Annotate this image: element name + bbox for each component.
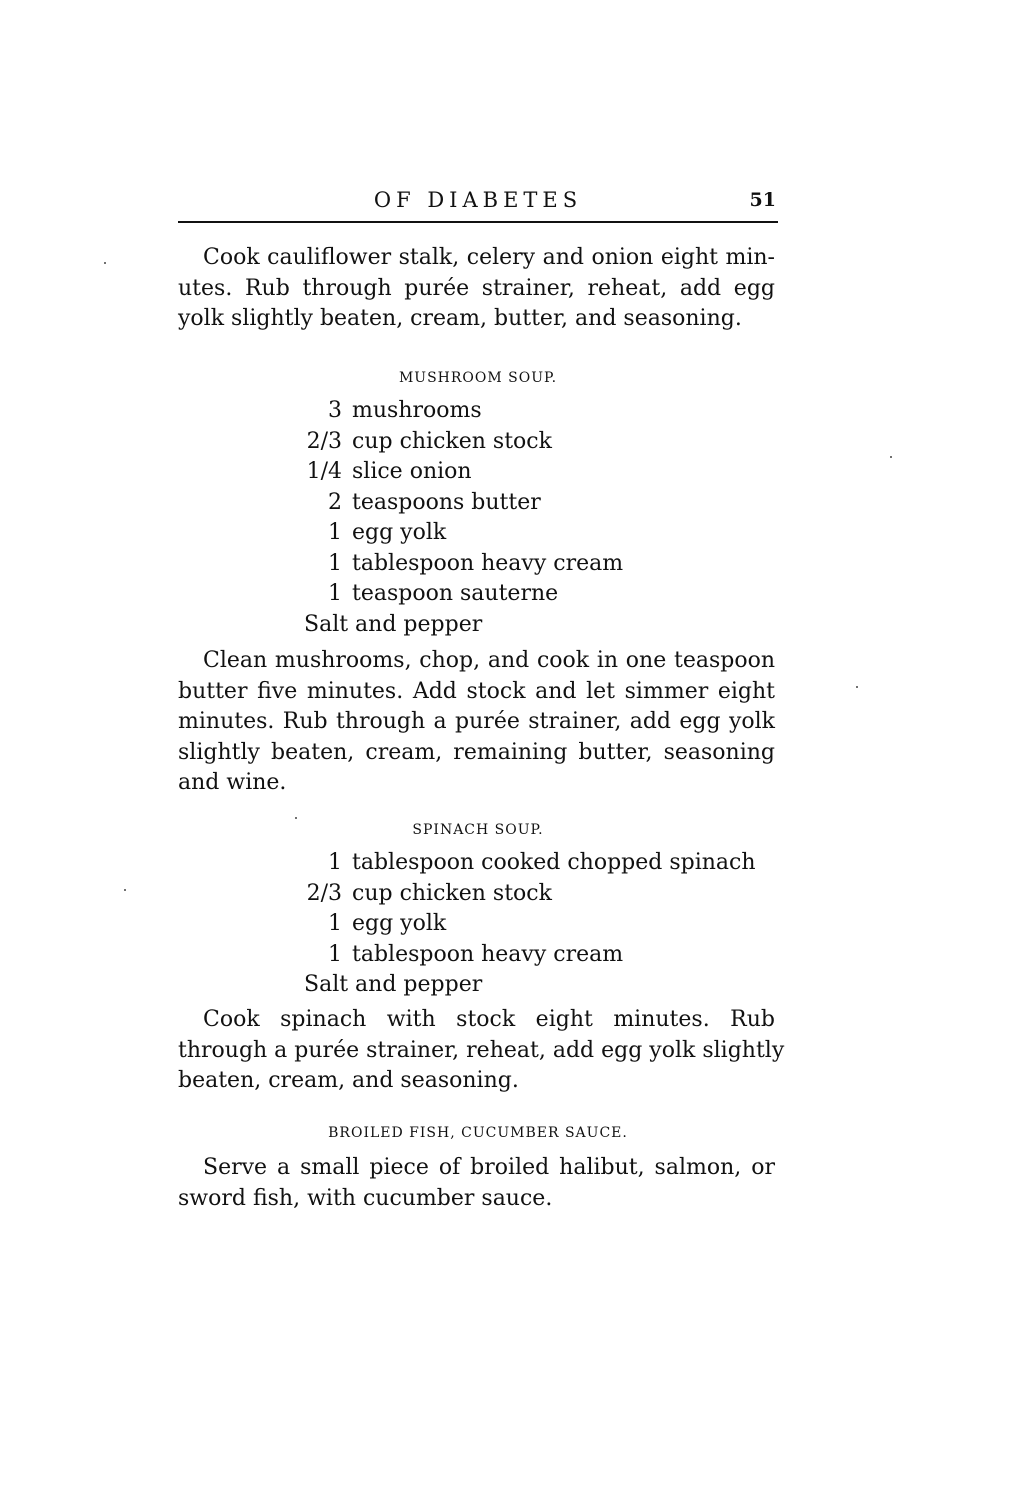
- page-number: 51: [749, 189, 776, 211]
- ingredient-qty: 1: [328, 550, 342, 576]
- ingredient-qty: 2: [328, 489, 342, 515]
- scan-speck: [104, 262, 106, 264]
- paragraph-line: utes. Rub through purée strainer, reheat, add egg: [178, 275, 775, 301]
- ingredient-row: [290, 488, 623, 519]
- seasoning-text: Salt and pepper: [304, 972, 483, 997]
- intro-paragraph: [178, 243, 775, 335]
- paragraph-line: minutes. Rub through a purée strainer, add egg yolk: [178, 709, 775, 734]
- paragraph-line: Clean mushrooms, chop, and cook in one teaspoon: [203, 648, 775, 673]
- ingredient-qty: 3: [328, 398, 342, 423]
- paragraph-line: and wine.: [178, 770, 287, 795]
- scan-speck: [856, 686, 858, 688]
- paragraph-line: butter five minutes. Add stock and let simmer eight: [178, 678, 775, 704]
- fish-directions: [178, 1153, 775, 1214]
- ingredient-row: [290, 848, 756, 879]
- ingredient-text: tablespoon heavy cream: [352, 941, 624, 967]
- ingredient-text: cup chicken stock: [352, 428, 552, 454]
- paragraph-line: beaten, cream, and seasoning.: [178, 1068, 519, 1093]
- ingredient-qty: 1: [328, 581, 342, 606]
- paragraph-line: slightly beaten, cream, remaining butter, seasoning: [178, 739, 775, 765]
- ingredient-row: [290, 940, 756, 971]
- ingredient-row: [290, 909, 756, 940]
- ingredient-qty: 1: [328, 520, 342, 545]
- header-rule: [178, 221, 778, 223]
- seasoning-row: [290, 970, 756, 1001]
- ingredient-row: [290, 457, 623, 488]
- ingredient-row: [290, 879, 756, 910]
- paragraph-line: Serve a small piece of broiled halibut, salmon, or: [203, 1155, 775, 1180]
- broiled-fish-heading: BROILED FISH, CUCUMBER SAUCE.: [328, 1125, 628, 1141]
- ingredient-text: egg yolk: [352, 520, 447, 545]
- ingredient-qty: 1: [328, 911, 342, 936]
- spinach-ingredients: [290, 848, 756, 1001]
- scan-speck: [890, 456, 892, 458]
- ingredient-row: [290, 549, 623, 580]
- paragraph-line: Cook cauliflower stalk, celery and onion eight min-: [203, 245, 775, 270]
- ingredient-text: mushrooms: [352, 398, 482, 423]
- ingredient-row: [290, 427, 623, 458]
- scan-speck: [295, 817, 297, 819]
- ingredient-qty: 2/3: [306, 428, 342, 454]
- ingredient-text: teaspoons butter: [352, 489, 541, 515]
- paragraph-line: through a purée strainer, reheat, add egg yolk slightly: [178, 1037, 785, 1063]
- ingredient-qty: 1: [328, 941, 342, 967]
- ingredient-text: egg yolk: [352, 911, 447, 936]
- ingredient-text: slice onion: [352, 459, 472, 484]
- ingredient-qty: 1/4: [306, 459, 342, 484]
- spinach-soup-heading: SPINACH SOUP.: [412, 822, 544, 838]
- scan-speck: [124, 889, 126, 891]
- mushroom-ingredients: [290, 396, 623, 640]
- ingredient-text: tablespoon heavy cream: [352, 550, 624, 576]
- ingredient-text: teaspoon sauterne: [352, 581, 559, 606]
- ingredient-row: [290, 396, 623, 427]
- running-title: OF DIABETES: [373, 188, 583, 212]
- ingredient-text: tablespoon cooked chopped spinach: [352, 850, 756, 875]
- mushroom-directions: [178, 646, 775, 799]
- running-head: [178, 186, 778, 218]
- paragraph-line: Cook spinach with stock eight minutes. Rub: [203, 1007, 775, 1032]
- seasoning-text: Salt and pepper: [304, 611, 483, 637]
- ingredient-text: cup chicken stock: [352, 880, 552, 906]
- ingredient-qty: 2/3: [306, 880, 342, 906]
- ingredient-row: [290, 579, 623, 610]
- seasoning-row: [290, 610, 623, 641]
- spinach-directions: [178, 1005, 785, 1097]
- paragraph-line: yolk slightly beaten, cream, butter, and seasoning.: [178, 306, 742, 331]
- mushroom-soup-heading: MUSHROOM SOUP.: [398, 370, 558, 386]
- ingredient-qty: 1: [328, 850, 342, 875]
- paragraph-line: sword fish, with cucumber sauce.: [178, 1185, 553, 1211]
- ingredient-row: [290, 518, 623, 549]
